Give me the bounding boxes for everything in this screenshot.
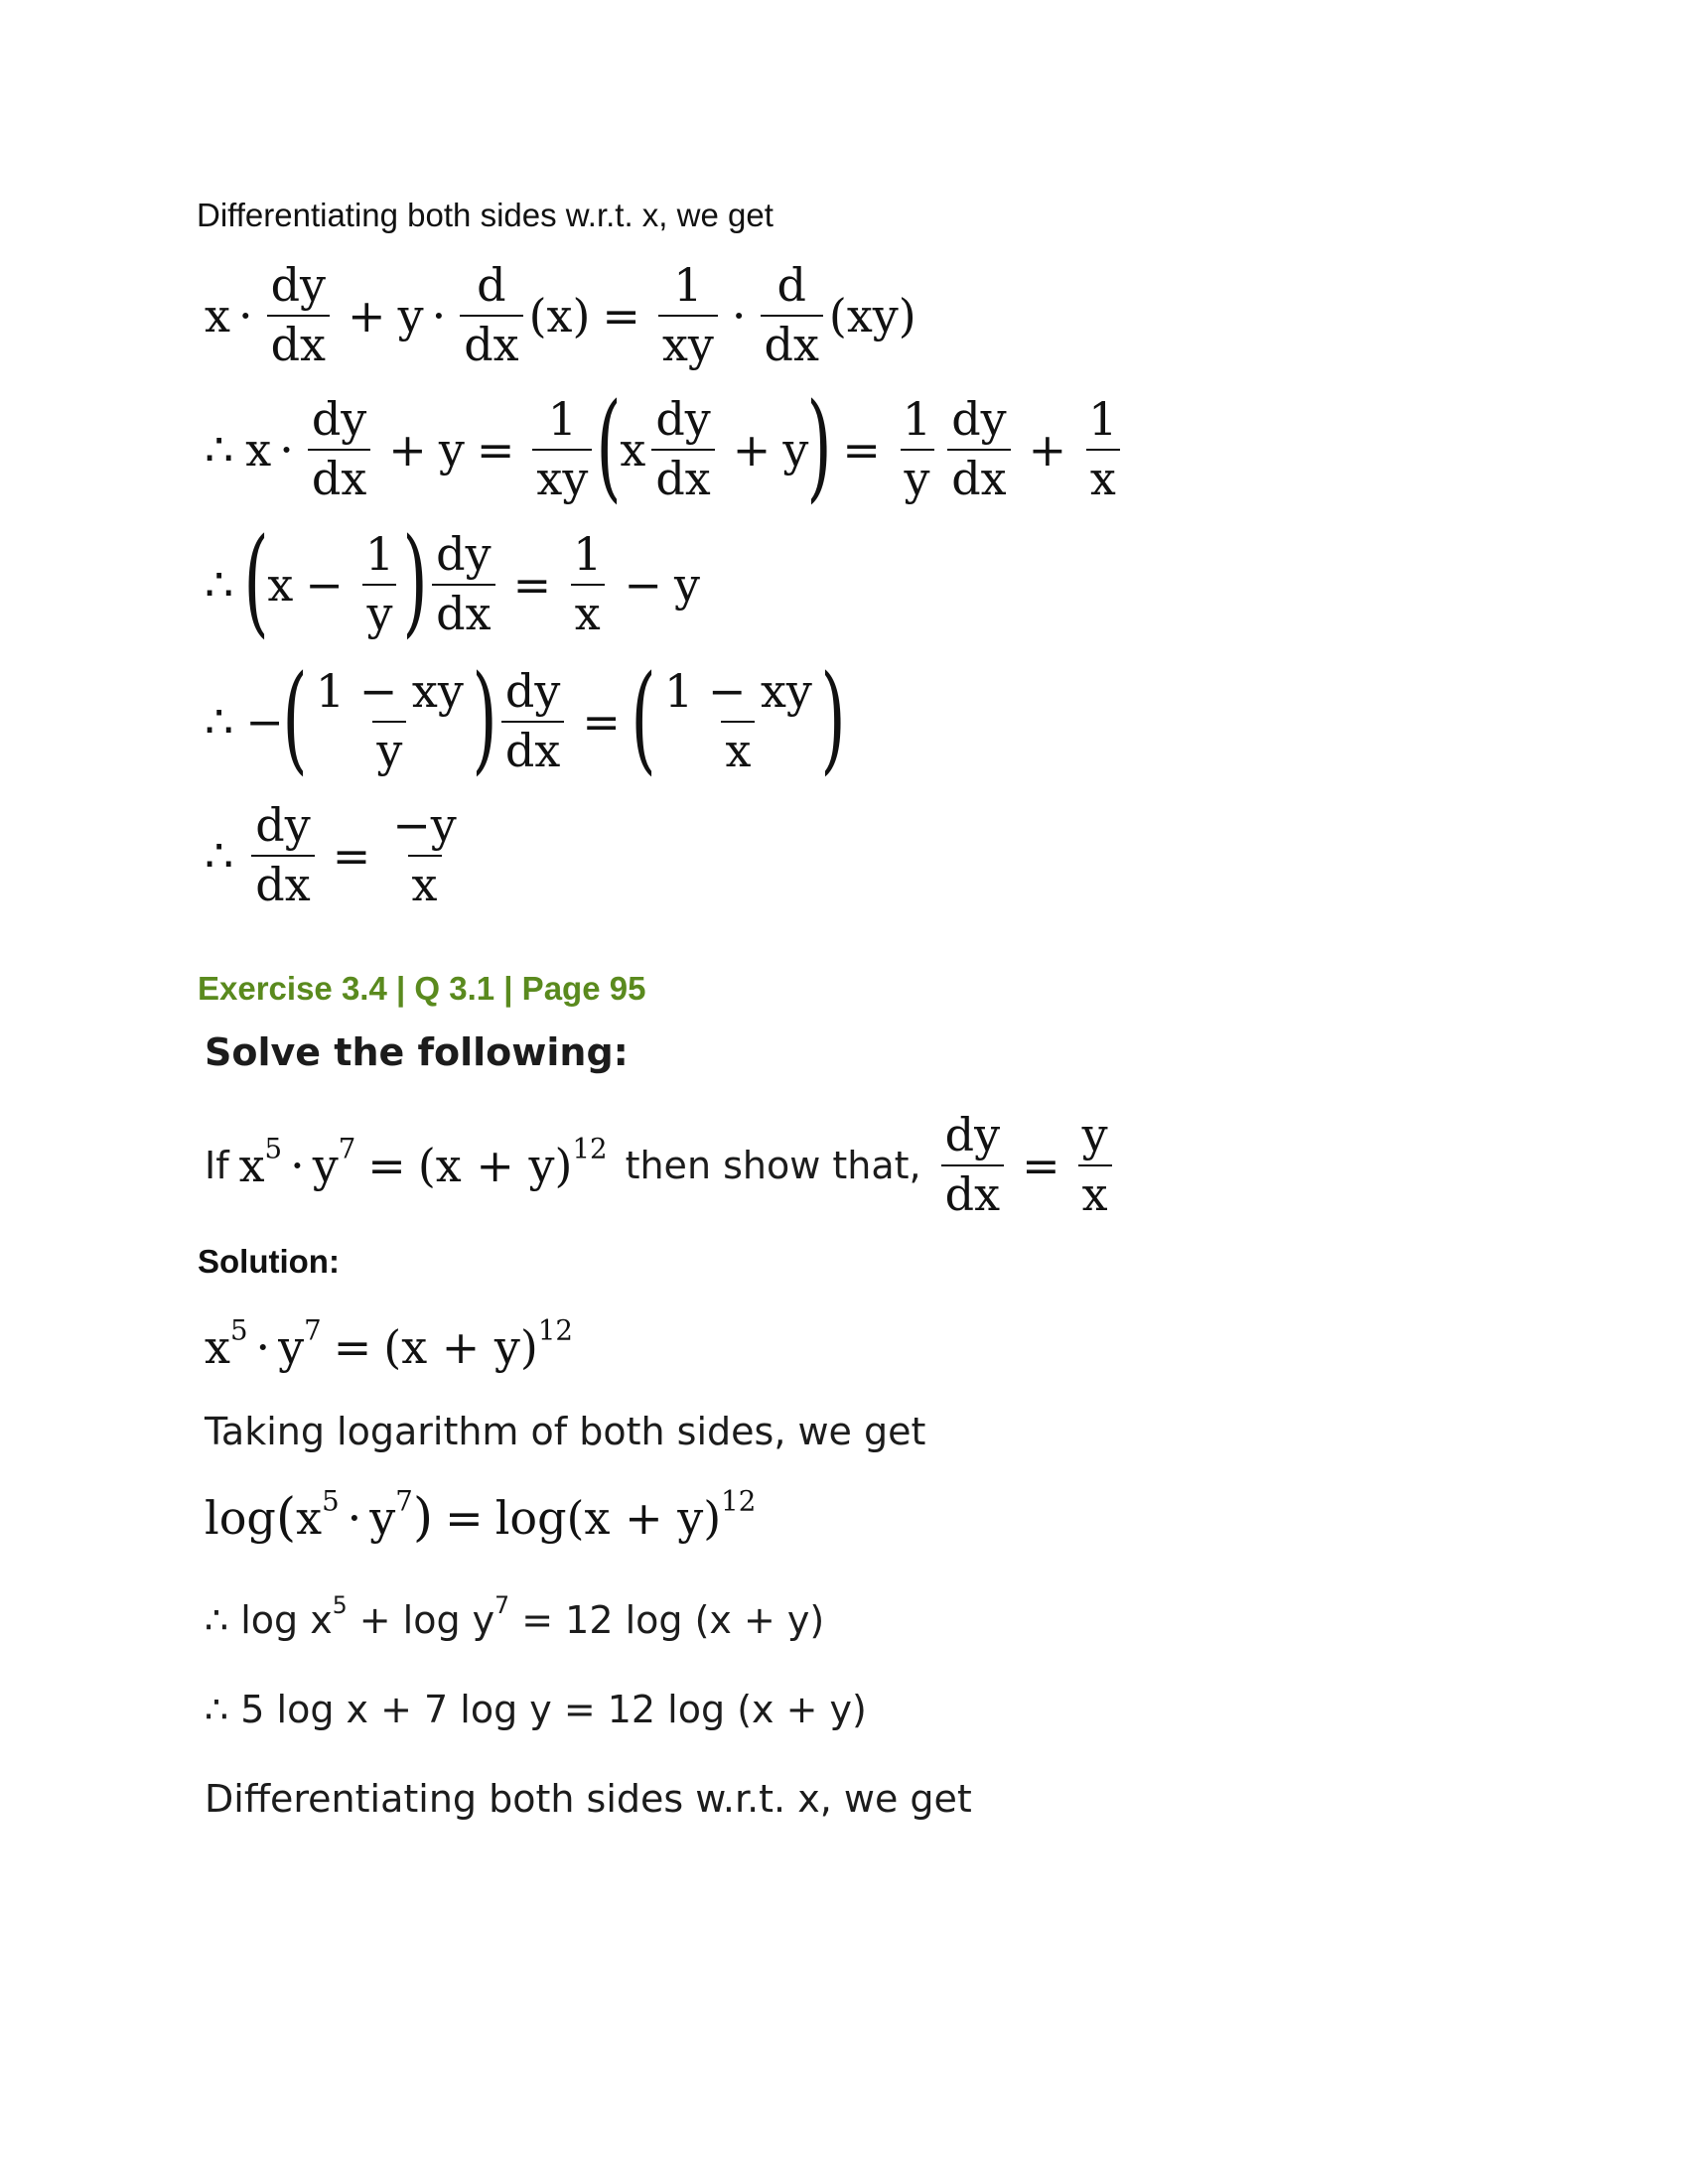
question-if: If <box>205 1143 229 1187</box>
exponent: 12 <box>537 1313 573 1347</box>
question-statement <box>205 1110 1118 1220</box>
equals: = <box>476 423 515 477</box>
term <box>238 1132 283 1192</box>
exponent: 7 <box>494 1590 510 1619</box>
operator: + <box>388 423 427 477</box>
term: = 12 log (x + y) <box>509 1598 825 1642</box>
term: y <box>673 558 700 612</box>
equals: = <box>333 1320 372 1374</box>
solution-equation-4: ∴ 5 log x + 7 log y = 12 log (x + y) <box>205 1688 867 1731</box>
denominator: xy <box>532 449 592 505</box>
denominator: x <box>1078 1164 1112 1221</box>
log-sum: log(x + y) <box>494 1491 722 1545</box>
equation-2 <box>205 377 1127 514</box>
equals: = <box>582 695 621 749</box>
numerator: 1 − xy <box>663 664 812 719</box>
fraction-1-y <box>355 529 404 639</box>
solution-label: Solution: <box>198 1243 340 1280</box>
fraction-dy-dx <box>935 1110 1010 1220</box>
right-paren: ) <box>412 1488 434 1548</box>
equals: = <box>332 828 371 883</box>
fraction-1-x <box>1078 394 1127 504</box>
fraction-neg-y-over-x <box>382 800 467 910</box>
term: + log y <box>347 1598 495 1642</box>
operator: − <box>624 558 662 612</box>
numerator: dy <box>270 258 327 312</box>
therefore-symbol: ∴ <box>205 423 234 477</box>
denominator: x <box>721 721 755 777</box>
operator: · <box>255 1320 271 1374</box>
fraction-d-dx <box>454 260 528 370</box>
solution-equation-3 <box>205 1590 825 1642</box>
exponent: 12 <box>572 1132 608 1165</box>
numerator: 1 <box>364 527 395 582</box>
fraction-dy-dx <box>645 394 720 504</box>
term <box>205 1313 248 1374</box>
operator: · <box>431 288 447 342</box>
term: x <box>205 288 230 342</box>
numerator: 1 <box>547 392 577 447</box>
numerator: dy <box>504 664 561 719</box>
term: (xy) <box>828 288 916 342</box>
therefore-symbol: ∴ <box>205 1598 229 1642</box>
operator: · <box>279 423 294 477</box>
term <box>312 1132 356 1192</box>
term: y <box>438 423 465 477</box>
term: x <box>267 558 294 612</box>
operator: − <box>305 558 344 612</box>
denominator: x <box>408 855 442 911</box>
equals: = <box>1022 1138 1060 1192</box>
fraction-1-xy <box>526 394 598 504</box>
operator: + <box>732 423 772 477</box>
equation-3 <box>205 512 700 649</box>
numerator: dy <box>655 392 711 447</box>
right-paren: ) <box>402 512 428 649</box>
numerator: 1 <box>1088 392 1118 447</box>
equals: = <box>512 558 552 612</box>
exponent: 5 <box>264 1132 283 1165</box>
left-paren: ( <box>275 1488 297 1548</box>
question-title: Solve the following: <box>205 1030 629 1074</box>
denominator: dx <box>308 449 370 505</box>
numerator: 1 <box>573 527 603 582</box>
numerator: 1 <box>902 392 932 447</box>
base-y: y <box>278 1320 305 1374</box>
fraction-dy-dx <box>302 394 376 504</box>
left-paren: ( <box>282 649 308 786</box>
operator: · <box>237 288 253 342</box>
term <box>296 1484 340 1545</box>
operator: · <box>731 288 747 342</box>
fraction-dy-dx <box>245 800 320 910</box>
base-y: y <box>312 1138 339 1192</box>
term: (x) <box>528 288 591 342</box>
base-x: x <box>296 1491 323 1545</box>
operator: − <box>245 695 284 749</box>
numerator: dy <box>436 527 492 582</box>
term: x <box>245 423 272 477</box>
term: y <box>397 288 424 342</box>
term <box>417 1132 608 1192</box>
equals: = <box>842 423 881 477</box>
solution-equation-2 <box>205 1484 757 1548</box>
equation-4 <box>205 649 846 786</box>
denominator: dx <box>267 315 330 371</box>
question-then-text: then show that, <box>625 1143 921 1187</box>
denominator: x <box>1086 449 1120 505</box>
denominator: dx <box>761 315 823 371</box>
operator: · <box>347 1491 362 1545</box>
denominator: x <box>571 584 605 640</box>
denominator: dx <box>941 1164 1004 1221</box>
equals: = <box>602 288 640 342</box>
equation-5 <box>205 800 467 910</box>
left-paren: ( <box>596 377 623 514</box>
fraction-1-minus-xy-over-y <box>306 666 474 776</box>
exponent: 7 <box>304 1313 322 1347</box>
term <box>494 1484 757 1545</box>
term <box>383 1313 573 1374</box>
numerator: d <box>776 258 806 312</box>
denominator: dx <box>460 315 522 371</box>
therefore-symbol: ∴ <box>205 695 234 749</box>
fraction-dy-dx <box>495 666 570 776</box>
exponent: 7 <box>338 1132 356 1165</box>
denominator: dx <box>432 584 494 640</box>
equation-1 <box>205 260 916 370</box>
left-paren: ( <box>631 649 656 786</box>
right-paren: ) <box>806 377 832 514</box>
base-x: x <box>205 1320 230 1374</box>
base-y: y <box>369 1491 396 1545</box>
taking-log-text: Taking logarithm of both sides, we get <box>205 1410 926 1453</box>
solution-equation-1 <box>205 1313 573 1374</box>
numerator: dy <box>944 1108 1001 1161</box>
numerator: 1 <box>673 258 703 312</box>
denominator: dx <box>651 449 714 505</box>
numerator: dy <box>311 392 367 447</box>
intro-text: Differentiating both sides w.r.t. x, we get <box>197 197 774 233</box>
denominator: y <box>901 449 934 505</box>
fraction-1-y <box>893 394 941 504</box>
function-log: log <box>205 1491 276 1545</box>
term: x <box>620 423 646 477</box>
numerator: dy <box>255 798 311 852</box>
fraction-dy-dx <box>426 529 500 639</box>
operator: + <box>348 288 386 342</box>
denominator: y <box>362 584 396 640</box>
exponent: 7 <box>395 1484 413 1518</box>
fraction-dy-dx <box>261 260 336 370</box>
term: y <box>782 423 809 477</box>
exponent: 5 <box>322 1484 340 1518</box>
term <box>278 1313 322 1374</box>
fraction-dy-dx <box>941 394 1016 504</box>
operator: + <box>1028 423 1067 477</box>
exponent: 5 <box>229 1313 248 1347</box>
term <box>369 1484 413 1545</box>
operator: · <box>290 1138 305 1192</box>
differentiating-text: Differentiating both sides w.r.t. x, we get <box>205 1777 972 1821</box>
numerator: d <box>477 258 506 312</box>
base-x: x <box>238 1138 265 1192</box>
left-paren: ( <box>243 512 269 649</box>
therefore-symbol: ∴ <box>205 828 234 883</box>
fraction-1-x <box>563 529 612 639</box>
numerator: y <box>1081 1108 1108 1161</box>
fraction-d-dx <box>755 260 829 370</box>
fraction-1-minus-xy-over-x <box>654 666 822 776</box>
denominator: xy <box>658 315 718 371</box>
numerator: dy <box>951 392 1007 447</box>
base-sum: (x + y) <box>383 1320 538 1374</box>
right-paren: ) <box>472 649 497 786</box>
fraction-y-over-x <box>1072 1110 1118 1220</box>
exercise-heading: Exercise 3.4 | Q 3.1 | Page 95 <box>198 970 646 1007</box>
denominator: dx <box>251 855 314 911</box>
exponent: 5 <box>332 1590 348 1619</box>
fraction-1-xy <box>652 260 724 370</box>
numerator: 1 − xy <box>315 664 464 719</box>
equals: = <box>367 1138 406 1192</box>
therefore-symbol: ∴ <box>205 558 234 612</box>
equals: = <box>445 1491 484 1545</box>
exponent: 12 <box>721 1484 757 1518</box>
term: log x <box>240 1598 333 1642</box>
denominator: dx <box>947 449 1010 505</box>
numerator: −y <box>392 798 457 852</box>
right-paren: ) <box>820 649 846 786</box>
base-sum: (x + y) <box>417 1138 573 1192</box>
denominator: dx <box>501 721 564 777</box>
denominator: y <box>372 721 406 777</box>
